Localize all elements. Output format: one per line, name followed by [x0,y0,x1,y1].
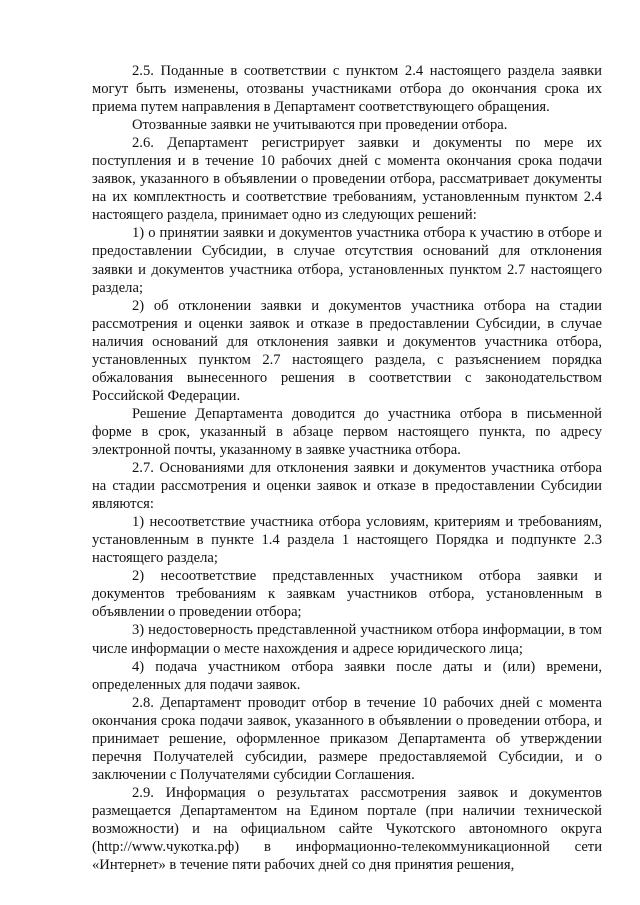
document-page [92,62,602,874]
paragraph-2-5: 2.5. Поданные в соответствии с пунктом 2.4 настоящего раздела заявки могут быть изменены, отозваны участниками отбора до окончания срока их приема путем направления в Департамент соответствующего обращения. [92,63,602,116]
paragraph-2-7: 2.7. Основаниями для отклонения заявки и документов участника отбора на стадии рассмотрения и оценки заявок и отказе в предоставлении Субсидии являются: [92,460,602,513]
paragraph-2-9: 2.9. Информация о результатах рассмотрения заявок и документов размещается Департаментом на Едином портале (при наличии технической возможности) и на официальном сайте Чукотского автономного округа (http://www.чукотка.рф) в информационно-телекоммуникационной сети «Интернет» в течение пяти рабочих дней со дня принятия решения, [92,784,602,874]
paragraph-2-6-item-2: 2) об отклонении заявки и документов участника отбора на стадии рассмотрения и оценки заявок и отказе в предоставлении Субсидии, в случае наличия оснований для отклонения заявки и документов участника отбора, установленных пунктом 2.7 настоящего раздела, с разъяснением порядка обжалования вынесенного решения в соответствии с законодательством Российской Федерации. [92,297,602,404]
paragraph-decision-notice: Решение Департамента доводится до участника отбора в письменной форме в срок, указанный в абзаце первом настоящего пункта, по адресу электронной почты, указанному в заявке участника отбора. [92,405,602,458]
paragraph-2-7-item-4: 4) подача участником отбора заявки после даты и (или) времени, определенных для подачи заявок. [92,658,602,693]
paragraph-2-6-item-1: 1) о принятии заявки и документов участника отбора к участию в отборе и предоставлении Субсидии, в случае отсутствия оснований для отклонения заявки и документов участника отбора, установленных пунктом 2.7 настоящего раздела; [92,225,602,296]
paragraph-2-7-item-2: 2) несоответствие представленных участником отбора заявки и документов требованиям к заявкам участников отбора, установленным в объявлении о проведении отбора; [92,568,602,621]
paragraph-withdrawn-applications: Отозванные заявки не учитываются при проведении отбора. [132,117,508,134]
paragraph-2-8: 2.8. Департамент проводит отбор в течение 10 рабочих дней с момента окончания срока подачи заявок, указанного в объявлении о проведении отбора, и принимает решение, оформленное приказом Департамента об утверждении перечня Получателей субсидии, размере предоставляемой Субсидии, и о заключении с Получателями субсидии Соглашения. [92,694,602,783]
paragraph-2-7-item-3: 3) недостоверность представленной участником отбора информации, в том числе информации о месте нахождения и адресе юридического лица; [92,622,602,657]
paragraph-2-7-item-1: 1) несоответствие участника отбора условиям, критериям и требованиям, установленным в пункте 1.4 раздела 1 настоящего Порядка и подпункте 2.3 настоящего раздела; [92,514,602,567]
paragraph-2-6: 2.6. Департамент регистрирует заявки и документы по мере их поступления и в течение 10 рабочих дней с момента окончания срока подачи заявок, указанного в объявлении о проведении отбора, рассматривает документы на их комплектность и соответствие требованиям, установленным пунктом 2.4 настоящего раздела, принимает одно из следующих решений: [92,135,602,224]
